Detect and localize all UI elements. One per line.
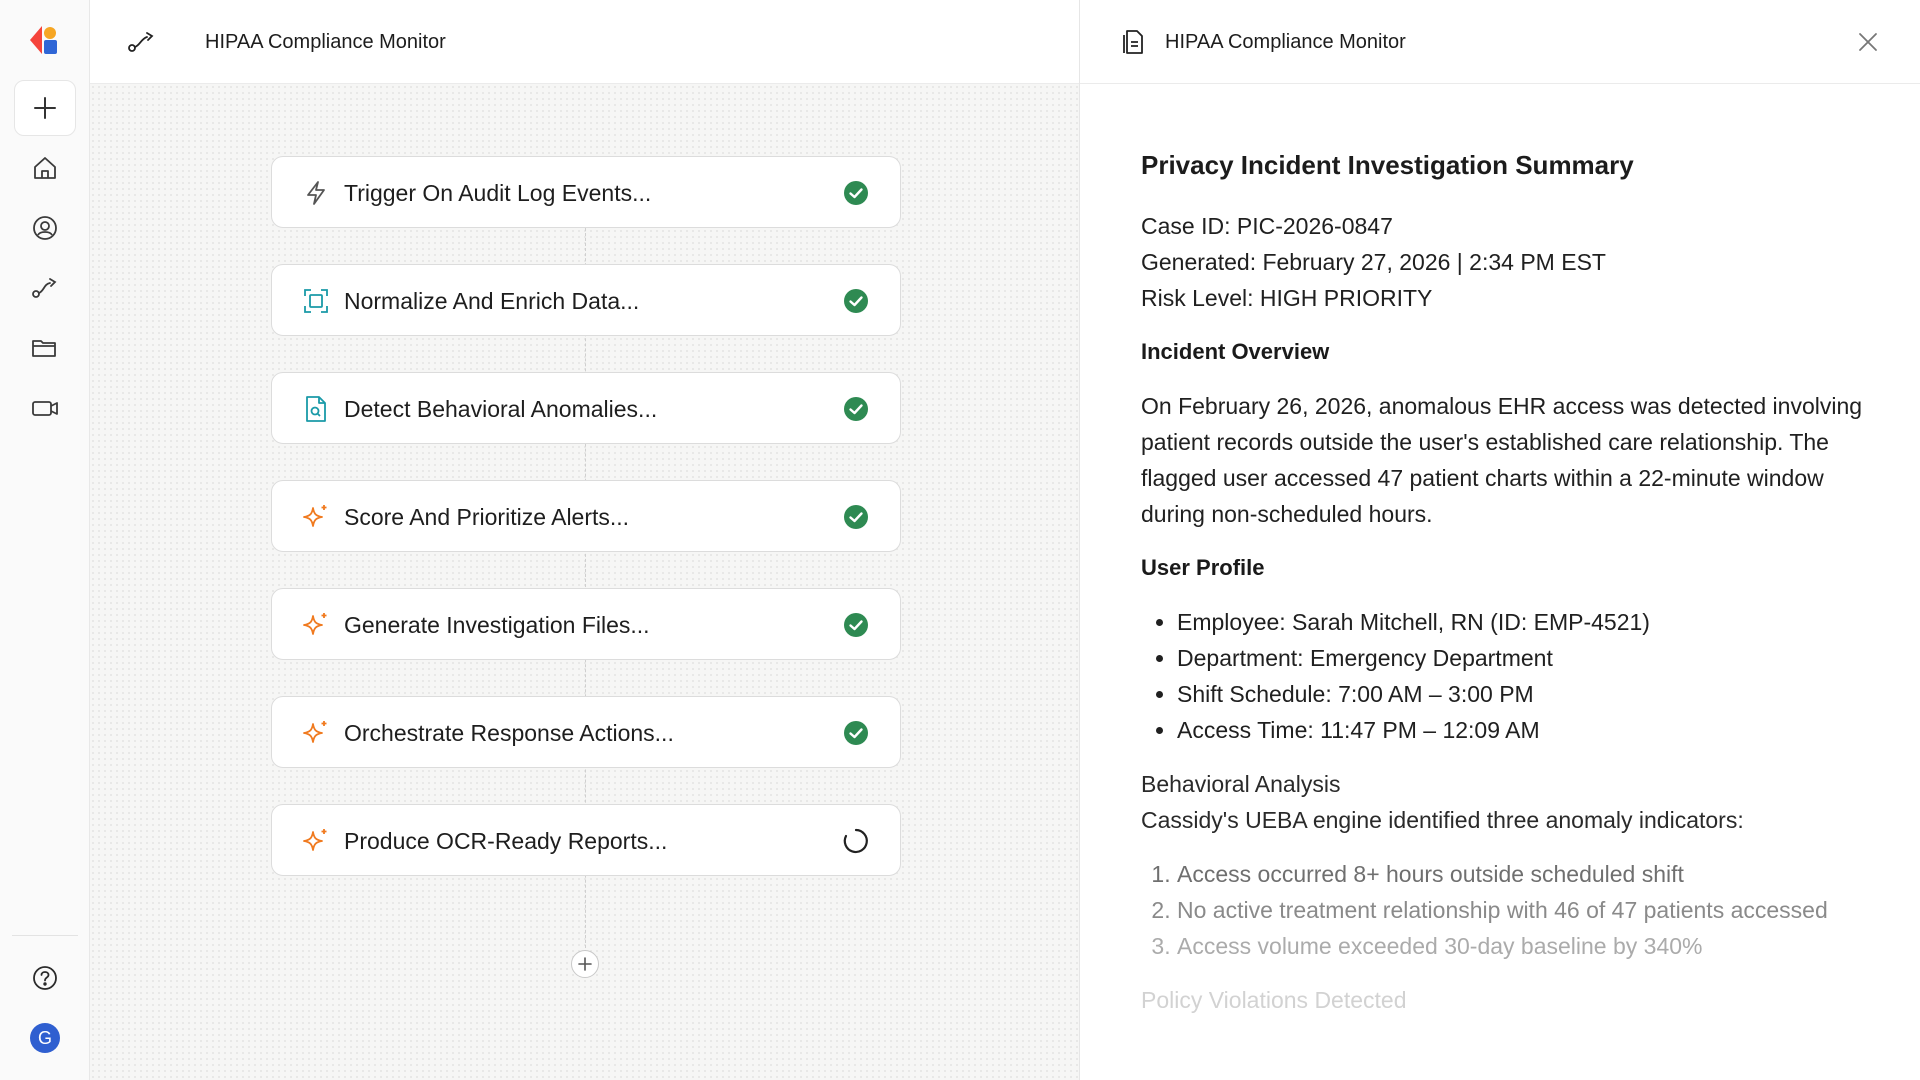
list-item: • Employee: Sarah Mitchell, RN (ID: EMP-4521) (1177, 604, 1881, 640)
workflow-icon (30, 274, 60, 302)
add-step-button[interactable] (571, 950, 599, 978)
plus-icon (32, 95, 58, 121)
avatar: G (30, 1023, 60, 1053)
workflow-canvas (90, 0, 1079, 1080)
workflow-step[interactable] (271, 480, 901, 552)
panel-title: HIPAA Compliance Monitor (1165, 31, 1406, 53)
overview-text: On February 26, 2026, anomalous EHR access was detected involving patient records outside the user's established care relationship. The flagged user accessed 47 patient charts within a 22-minute window during non-scheduled hours. (1141, 393, 1863, 527)
video-icon (30, 394, 60, 422)
rail-divider (12, 935, 78, 936)
overview-heading: Incident Overview (1141, 339, 1330, 364)
check-circle-icon (842, 287, 870, 315)
step-label: Normalize And Enrich Data... (344, 288, 640, 314)
step-label: Produce OCR-Ready Reports... (344, 828, 668, 854)
close-icon[interactable] (1855, 29, 1881, 55)
home-icon (31, 154, 59, 182)
new-button[interactable] (14, 80, 76, 136)
bolt-icon (302, 179, 330, 207)
scan-icon (302, 287, 330, 315)
panel-header (1080, 0, 1920, 84)
workflow-icon (126, 28, 158, 56)
check-circle-icon (842, 611, 870, 639)
case-id: Case ID: PIC-2026-0847 (1141, 213, 1393, 239)
analysis-section (1141, 766, 1881, 838)
rail-files-button[interactable] (14, 320, 76, 376)
rail-home-button[interactable] (14, 140, 76, 196)
risk-level: Risk Level: HIGH PRIORITY (1141, 285, 1433, 311)
profile-heading: User Profile (1141, 555, 1265, 580)
step-label: Detect Behavioral Anomalies... (344, 396, 658, 422)
workflow-step[interactable] (271, 372, 901, 444)
plus-icon (578, 957, 592, 971)
list-item: 1. Access occurred 8+ hours outside scheduled shift (1177, 856, 1881, 892)
list-item: 3. Access volume exceeded 30-day baseline by 340% (1177, 928, 1881, 964)
check-circle-icon (842, 719, 870, 747)
step-label: Score And Prioritize Alerts... (344, 504, 630, 530)
document-meta (1141, 208, 1881, 316)
list-item: • Access Time: 11:47 PM – 12:09 AM (1177, 712, 1881, 748)
left-rail (0, 0, 90, 1080)
doc-search-icon (302, 395, 330, 423)
workflow-step[interactable] (271, 588, 901, 660)
check-circle-icon (842, 179, 870, 207)
check-circle-icon (842, 395, 870, 423)
document-heading: Privacy Incident Investigation Summary (1141, 150, 1634, 180)
violations-heading: Policy Violations Detected (1141, 987, 1407, 1013)
list-item: • Shift Schedule: 7:00 AM – 3:00 PM (1177, 676, 1881, 712)
step-label: Orchestrate Response Actions... (344, 720, 674, 746)
loading-spinner-icon (842, 827, 870, 855)
sparkle-icon (302, 719, 330, 747)
document-icon (1120, 28, 1146, 56)
brand-logo-icon[interactable] (28, 24, 62, 56)
rail-video-button[interactable] (14, 380, 76, 436)
account-button[interactable] (14, 1010, 76, 1066)
workflow-step[interactable] (271, 264, 901, 336)
canvas-header (90, 0, 1079, 84)
step-label: Generate Investigation Files... (344, 612, 650, 638)
profile-list (1141, 604, 1881, 748)
list-item: 2. No active treatment relationship with 46 of 47 patients accessed (1177, 892, 1881, 928)
help-icon (31, 964, 59, 992)
workflow-title: HIPAA Compliance Monitor (205, 31, 446, 53)
workflow-step[interactable] (271, 696, 901, 768)
document-body (1141, 150, 1881, 1018)
list-item: • Department: Emergency Department (1177, 640, 1881, 676)
check-circle-icon (842, 503, 870, 531)
sparkle-icon (302, 827, 330, 855)
help-button[interactable] (14, 950, 76, 1006)
generated-date: Generated: February 27, 2026 | 2:34 PM EST (1141, 249, 1606, 275)
workflow-step[interactable] (271, 804, 901, 876)
sparkle-icon (302, 611, 330, 639)
workflow-step[interactable] (271, 156, 901, 228)
analysis-heading: Behavioral Analysis (1141, 771, 1341, 797)
rail-profile-button[interactable] (14, 200, 76, 256)
sparkle-icon (302, 503, 330, 531)
folder-icon (30, 334, 60, 362)
rail-workflows-button[interactable] (14, 260, 76, 316)
user-circle-icon (31, 214, 59, 242)
document-panel (1079, 0, 1920, 1080)
step-label: Trigger On Audit Log Events... (344, 180, 652, 206)
indicator-list (1141, 856, 1881, 964)
analysis-intro: Cassidy's UEBA engine identified three anomaly indicators: (1141, 807, 1744, 833)
